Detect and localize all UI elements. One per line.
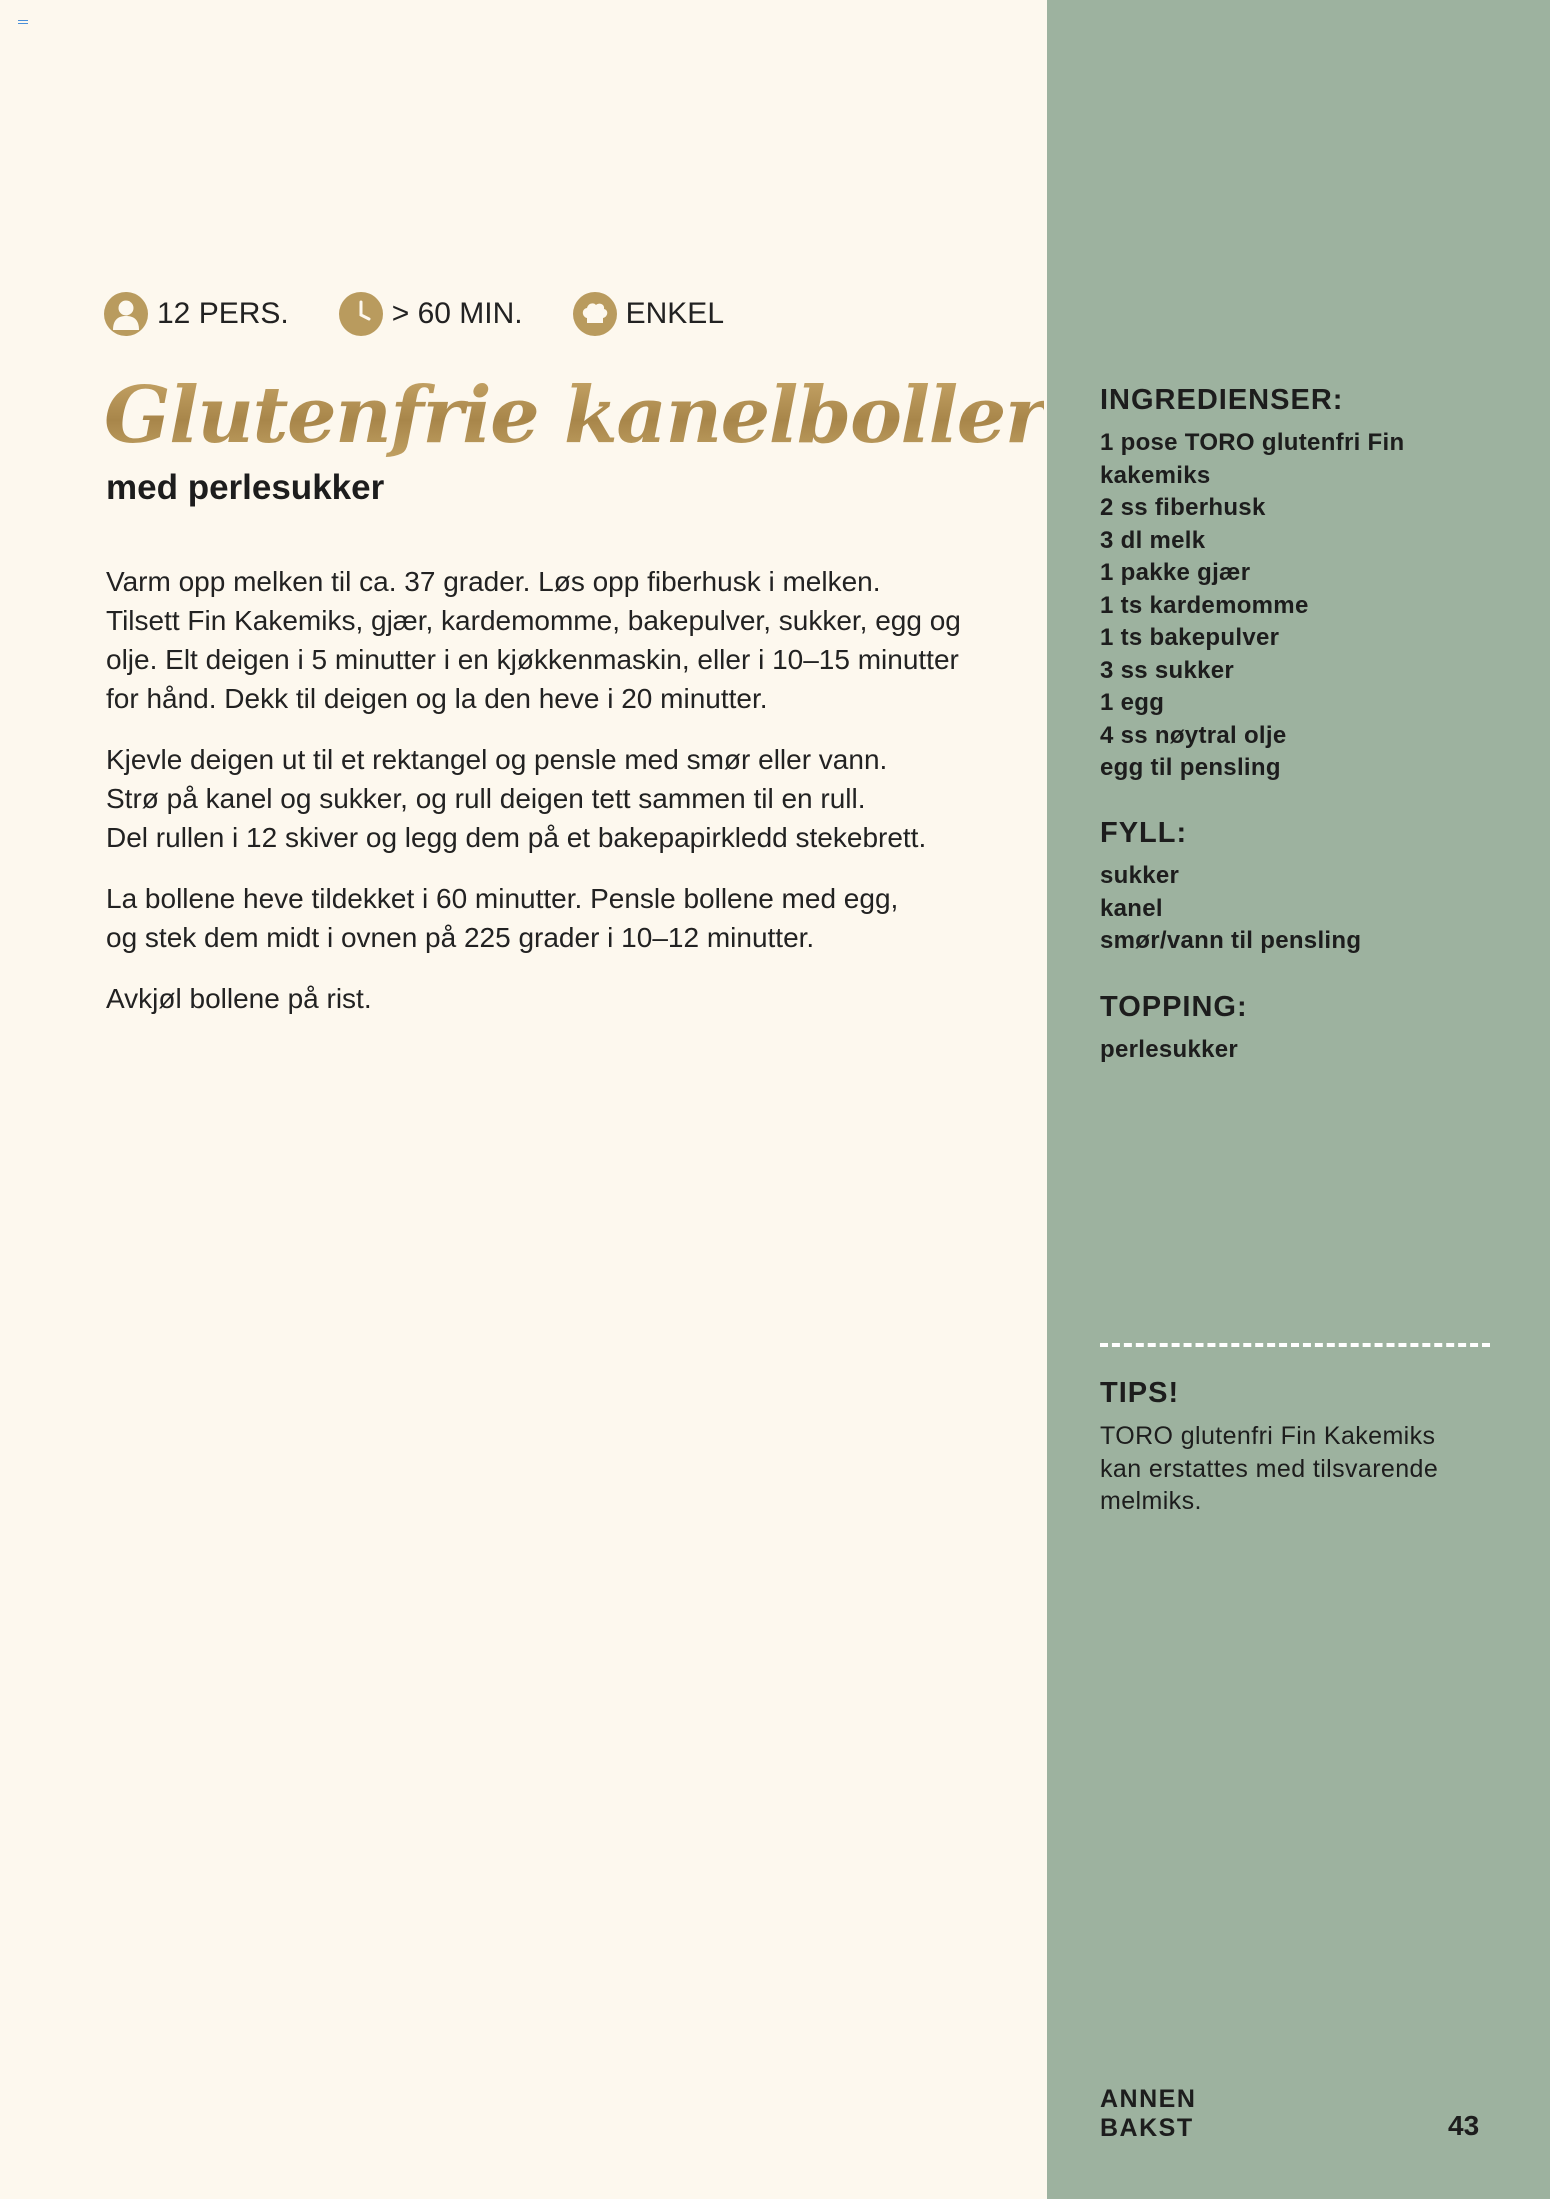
topping-list <box>1100 1034 1520 1067</box>
tips-text: TORO glutenfri Fin Kakemiks kan erstattes med tilsvarende melmiks. <box>1100 1422 1439 1515</box>
ingredient-item: 3 dl melk <box>1100 526 1206 554</box>
page-number: 43 <box>1448 2110 1480 2141</box>
difficulty-label: ENKEL <box>625 297 725 330</box>
filling-item: kanel <box>1100 894 1163 922</box>
ingredient-item: 2 ss fiberhusk <box>1100 494 1266 521</box>
filling-title: FYLL: <box>1100 817 1188 849</box>
ingredient-item: 1 ts bakepulver <box>1100 624 1280 651</box>
ingredients-title: INGREDIENSER: <box>1100 384 1344 416</box>
ingredient-item: 1 egg <box>1100 689 1165 716</box>
ingredient-item: 1 ts kardemomme <box>1100 591 1309 619</box>
instruction-paragraph: La bollene heve tildekket i 60 minutter. Pensle bollene med egg, og stek dem midt i ovnen på 225 grader i 10–12 minutter. <box>106 883 899 953</box>
instruction-paragraph: Avkjøl bollene på rist. <box>106 983 372 1014</box>
clock-icon <box>339 292 383 336</box>
ingredient-item: 1 pakke gjær <box>1100 559 1251 586</box>
sidebar <box>1047 0 1550 2199</box>
instruction-paragraph: Varm opp melken til ca. 37 grader. Løs opp fiberhusk i melken. Tilsett Fin Kakemiks, gjær, kardemomme, bakepulver, sukker, egg og olje. Elt deigen i 5 minutter i en kjøkkenmaskin, eller i 10–15 minutter for hånd. Dekk til deigen og la den heve i 20 minutter. <box>106 566 961 714</box>
filling-item: smør/vann til pensling <box>1100 927 1362 954</box>
recipe-meta <box>104 292 724 336</box>
ingredient-item: kakemiks <box>1100 461 1211 489</box>
filling-list <box>1100 860 1520 958</box>
ingredient-item: 3 ss sukker <box>1100 656 1235 684</box>
filling-section <box>1100 817 1520 958</box>
topping-section <box>1100 991 1520 1067</box>
ingredient-item: 1 pose TORO glutenfri Fin <box>1100 429 1405 456</box>
ingredients-section <box>1100 384 1520 785</box>
time-label: > 60 MIN. <box>391 297 523 330</box>
instruction-paragraph: Kjevle deigen ut til et rektangel og pensle med smør eller vann. Strø på kanel og sukker, og rull deigen tett sammen til en rull. Del rullen i 12 skiver og legg dem på et bakepapirkledd stekebrett. <box>106 744 927 853</box>
instructions <box>106 562 1006 1040</box>
servings-label: 12 PERS. <box>157 297 289 330</box>
footer-category: ANNEN BAKST <box>1100 2085 1197 2142</box>
tips-section <box>1100 1377 1480 1518</box>
difficulty-info <box>573 292 724 336</box>
ingredient-item: 4 ss nøytral olje <box>1100 721 1287 749</box>
tips-title: TIPS! <box>1100 1377 1180 1409</box>
chef-hat-icon <box>573 292 617 336</box>
recipe-subtitle: med perlesukker <box>106 468 385 507</box>
recipe-title: Glutenfrie kanelboller <box>104 370 1045 461</box>
ingredient-item: egg til pensling <box>1100 754 1281 781</box>
filling-item: sukker <box>1100 862 1180 889</box>
topping-item: perlesukker <box>1100 1036 1239 1063</box>
time-info <box>339 292 523 336</box>
servings-info <box>104 292 289 336</box>
topping-title: TOPPING: <box>1100 991 1248 1023</box>
ingredients-list <box>1100 427 1520 785</box>
person-icon <box>104 292 148 336</box>
dashed-divider <box>1100 1343 1490 1347</box>
